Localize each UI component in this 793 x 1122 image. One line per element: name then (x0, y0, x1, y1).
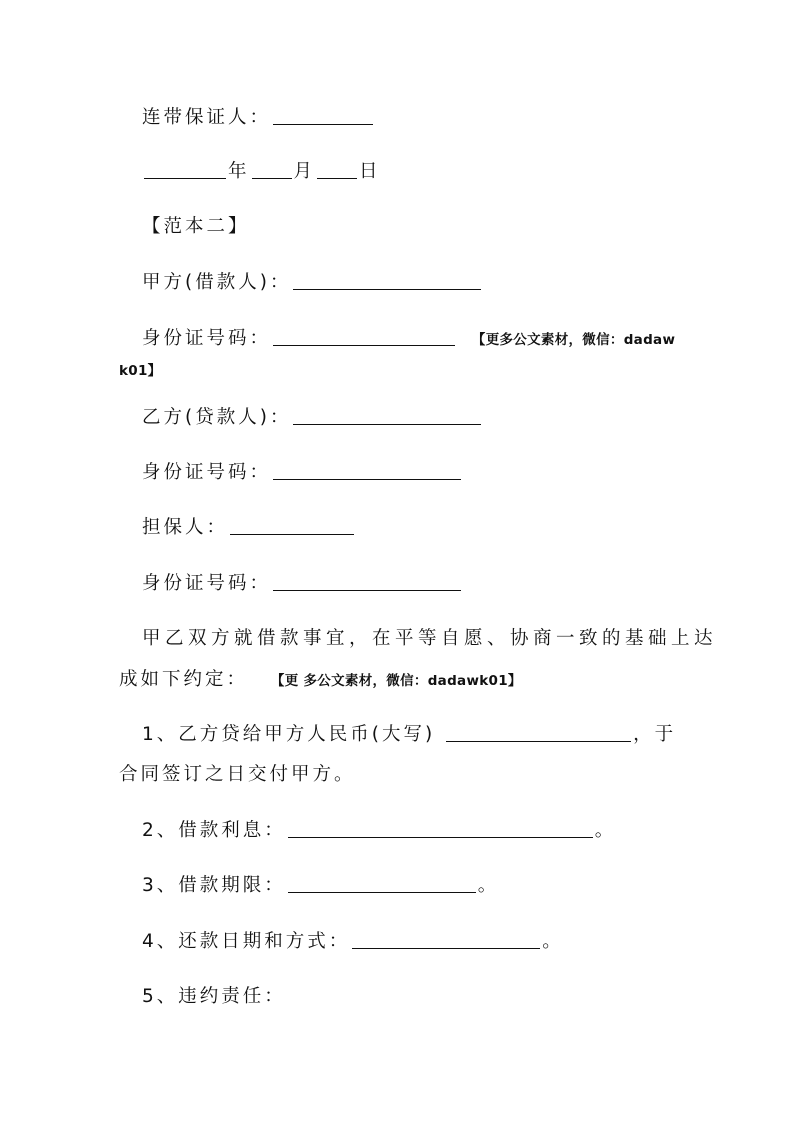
id-number-b-blank (273, 461, 461, 480)
clause-5-label: 5、违约责任： (142, 986, 286, 1007)
clause-4-line (0, 929, 793, 955)
preamble-text-2: 成如下约定： (119, 669, 249, 690)
party-b-label: 乙方(贷款人)： (142, 407, 292, 428)
template-title: 【范本二】 (142, 216, 250, 237)
promo-text: 【更多公文素材，微信：dadaw (471, 332, 676, 348)
month-blank (252, 160, 292, 179)
clause-1-line (0, 722, 793, 748)
id-number-a-blank (273, 327, 455, 346)
clause-4-period: 。 (542, 931, 564, 952)
clause-1-text: 1、乙方贷给甲方人民币(大写) (142, 724, 436, 745)
clause-3-line (0, 873, 793, 899)
promo-text-2: 【更 多公文素材，微信：dadawk01】 (270, 673, 522, 689)
clause-3-label: 3、借款期限： (142, 875, 286, 896)
clause-2-period: 。 (594, 820, 617, 841)
joint-guarantor-blank (273, 106, 373, 125)
joint-guarantor-line (0, 105, 793, 131)
guarantor-label: 担保人： (142, 517, 229, 538)
clause-4-label: 4、还款日期和方式： (142, 931, 351, 952)
id-number-g-line (0, 571, 793, 597)
party-a-blank (293, 271, 481, 290)
term-blank (288, 874, 476, 893)
id-number-b-label: 身份证号码： (142, 462, 272, 483)
interest-blank (288, 819, 593, 838)
month-label: 月 (293, 161, 316, 182)
party-b-blank (293, 406, 481, 425)
id-number-a-line (0, 326, 793, 353)
guarantor-line (0, 515, 793, 541)
joint-guarantor-label: 连带保证人： (142, 107, 272, 128)
preamble-line-2 (0, 667, 793, 694)
day-blank (317, 160, 357, 179)
id-number-a-label: 身份证号码： (142, 328, 272, 349)
clause-5-line (0, 984, 793, 1010)
party-b-line (0, 405, 793, 431)
clause-2-label: 2、借款利息： (142, 820, 286, 841)
preamble-line-1 (0, 626, 793, 652)
preamble-text-1: 甲乙双方就借款事宜，在平等自愿、协商一致的基础上达 (142, 628, 718, 649)
clause-3-period: 。 (477, 875, 500, 896)
promo-text-continued (0, 358, 793, 384)
id-number-b-line (0, 460, 793, 486)
signature-date-line (0, 159, 793, 185)
clause-1-text-2: 合同签订之日交付甲方。 (119, 764, 356, 785)
template-heading (0, 214, 793, 240)
party-a-line (0, 270, 793, 296)
clause-2-line (0, 818, 793, 844)
guarantor-blank (230, 516, 354, 535)
clause-1-continued (0, 762, 793, 788)
id-number-g-label: 身份证号码： (142, 573, 272, 594)
day-label: 日 (359, 161, 381, 182)
year-blank (144, 160, 226, 179)
year-label: 年 (228, 161, 250, 182)
id-number-g-blank (273, 572, 461, 591)
party-a-label: 甲方(借款人)： (142, 272, 292, 293)
amount-blank (446, 723, 631, 742)
clause-1-suffix: ，于 (633, 724, 677, 745)
promo-text-tail: k01】 (119, 363, 162, 379)
repayment-blank (352, 930, 540, 949)
